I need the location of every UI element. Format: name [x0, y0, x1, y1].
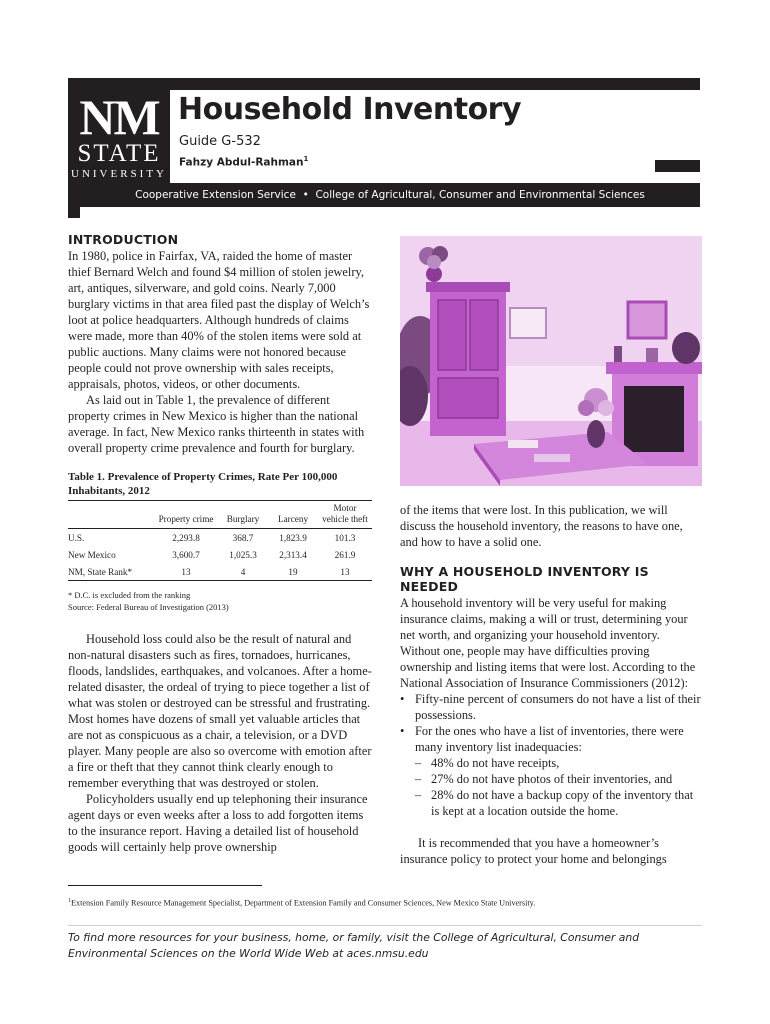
table-cell: New Mexico — [68, 550, 116, 560]
table-cell: 19 — [288, 567, 298, 577]
table-header-row — [68, 501, 372, 529]
resources-promo: To find more resources for your business, home, or family, visit the College of Agricultural, Consumer and Environmental Sciences on the World Wide Web at aces.nmsu.edu — [68, 931, 640, 960]
table-row — [68, 546, 372, 563]
bullet-mark: • — [400, 692, 405, 706]
mantel-frame — [614, 346, 622, 362]
table-cell: U.S. — [68, 533, 85, 543]
table-cell: 13 — [181, 567, 191, 577]
nmsu-logo — [68, 90, 170, 190]
loss-paragraph-1: Household loss could also be the result of natural and non-natural disasters such as fires, tornadoes, hurricanes, floods, landslides, earthquakes, and volcanoes. After a home-related disaster, the ordeal of trying to piece together a list of what was stolen or destroyed can be stressful and frustrating. Most homes have dozens of small yet valuable articles that are not as conspicuous as a chair, a television, or a DVD player. Many people are also so overcome with emotion after a fire or theft that they cannot think clearly enough to remember everything that was destroyed or stolen. — [68, 632, 372, 790]
table-cell: 261.9 — [334, 550, 356, 560]
guide-number: Guide G-532 — [179, 134, 261, 149]
table-row — [68, 529, 372, 547]
table-header-blank — [68, 501, 154, 529]
list-item — [400, 691, 702, 723]
table-cell: 1,025.3 — [229, 550, 257, 560]
table-cell: 4 — [240, 567, 246, 577]
table-cell: 368.7 — [232, 533, 254, 543]
table-cell: 13 — [340, 567, 350, 577]
table-cell: NM, State Rank* — [68, 567, 133, 577]
logo-university: UNIVERSITY — [71, 168, 167, 180]
loss-paragraph-2: Policyholders usually end up telephoning their insurance agent days or even weeks after a loss to add forgotten items to the insurance report. Having a detailed list of household goods will certainly help prove ownership — [68, 792, 368, 854]
footnote — [68, 898, 708, 908]
header-right-block — [655, 160, 700, 172]
dash-text: 48% do not have receipts, — [431, 756, 560, 770]
table-header-property: Property crime — [154, 501, 218, 529]
author-name — [179, 155, 308, 169]
table-header-burglary: Burglary — [218, 501, 268, 529]
why-paragraph: A household inventory will be very useful for making insurance claims, making a will or trust, determining your net worth, and organizing your household inventory. Without one, people may have difficulties proving ownership and listing items that were lost. According to the National Association of Insurance Commissioners (2012): — [400, 596, 696, 690]
logo-nm: NM — [79, 89, 159, 145]
table-note: * D.C. is excluded from the ranking — [68, 590, 191, 600]
table-cell: 2,293.8 — [172, 533, 200, 543]
armoire — [426, 282, 510, 436]
dash-mark: – — [415, 772, 422, 786]
list-item — [400, 723, 702, 819]
dash-text: 27% do not have photos of their inventories, and — [431, 772, 673, 786]
window — [510, 308, 546, 338]
continued-paragraph: of the items that were lost. In this publication, we will discuss the household inventory, the reasons to have one, and how to have a solid one. — [400, 503, 683, 549]
bullet-text: For the ones who have a list of inventories, there were many inventory list inadequacies: — [415, 724, 684, 754]
intro-paragraph-2: As laid out in Table 1, the prevalence of different property crimes in New Mexico is higher than the national average. In fact, New Mexico ranks thirteenth in states with overall property crime prevalence and fourth for burglary. — [68, 393, 365, 455]
sub-list-item — [415, 787, 702, 819]
intro-heading: INTRODUCTION — [68, 232, 179, 247]
dash-mark: – — [415, 788, 422, 802]
table-cell: 2,313.4 — [279, 550, 307, 560]
footnote-rule — [68, 885, 262, 886]
recommend-paragraph: It is recommended that you have a homeowner’s insurance policy to protect your home and belongings — [400, 836, 667, 866]
dash-mark: – — [415, 756, 422, 770]
sub-list — [415, 755, 702, 819]
plant-right — [672, 332, 700, 364]
bottom-rule — [68, 925, 702, 926]
table-header-motor: Motor vehicle theft — [318, 501, 372, 529]
stats-list — [400, 691, 702, 819]
table-caption: Table 1. Prevalence of Property Crimes, Rate Per 100,000 Inhabitants, 2012 — [68, 471, 338, 497]
sub-list-item — [415, 771, 702, 787]
footnote-mark: 1 — [68, 898, 71, 904]
intro-paragraph-1: In 1980, police in Fairfax, VA, raided the home of master thief Bernard Welch and found $4 million of stolen jewelry, art, antiques, silverware, and gold coins. Nearly 7,000 burglary victims in that area filed past the display of Welch’s loot at police headquarters. Although hundreds of claims were made, more than 40% of the stolen items were sold at public auctions. Many claims were not honored because people could not prove ownership with sales receipts, appraisals, photos, videos, or other documents. — [68, 249, 370, 391]
crime-table — [68, 500, 372, 581]
author-footnote-mark: 1 — [303, 155, 309, 163]
table-source: Source: Federal Bureau of Investigation (2013) — [68, 602, 229, 612]
footnote-text: Extension Family Resource Management Specialist, Department of Extension Family and Consumer Sciences, New Mexico State University. — [71, 898, 536, 908]
page-title: Household Inventory — [178, 92, 522, 127]
extension-banner: Cooperative Extension Service • College of Agricultural, Consumer and Environmental Sciences — [80, 183, 700, 207]
right-column — [400, 502, 702, 867]
bullet-text: Fifty-nine percent of consumers do not have a list of their possessions. — [415, 692, 701, 722]
living-room-photo — [400, 236, 702, 486]
table-cell: 1,823.9 — [279, 533, 307, 543]
mantel-frame — [646, 348, 658, 362]
bullet-mark: • — [400, 724, 405, 738]
header-top-rule — [68, 78, 700, 90]
logo-side-rule — [68, 190, 80, 218]
table-cell: 3,600.7 — [172, 550, 200, 560]
table-row — [68, 563, 372, 581]
dash-text: 28% do not have a backup copy of the inventory that is kept at a location outside the home. — [431, 788, 694, 818]
sub-list-item — [415, 755, 702, 771]
why-heading: WHY A HOUSEHOLD INVENTORY IS NEEDED — [400, 564, 649, 594]
framed-picture — [628, 302, 666, 338]
left-column — [68, 232, 374, 855]
table-header-larceny: Larceny — [268, 501, 318, 529]
author-text: Fahzy Abdul-Rahman — [179, 156, 304, 169]
logo-state: STATE — [77, 140, 161, 167]
table-cell: 101.3 — [334, 533, 356, 543]
